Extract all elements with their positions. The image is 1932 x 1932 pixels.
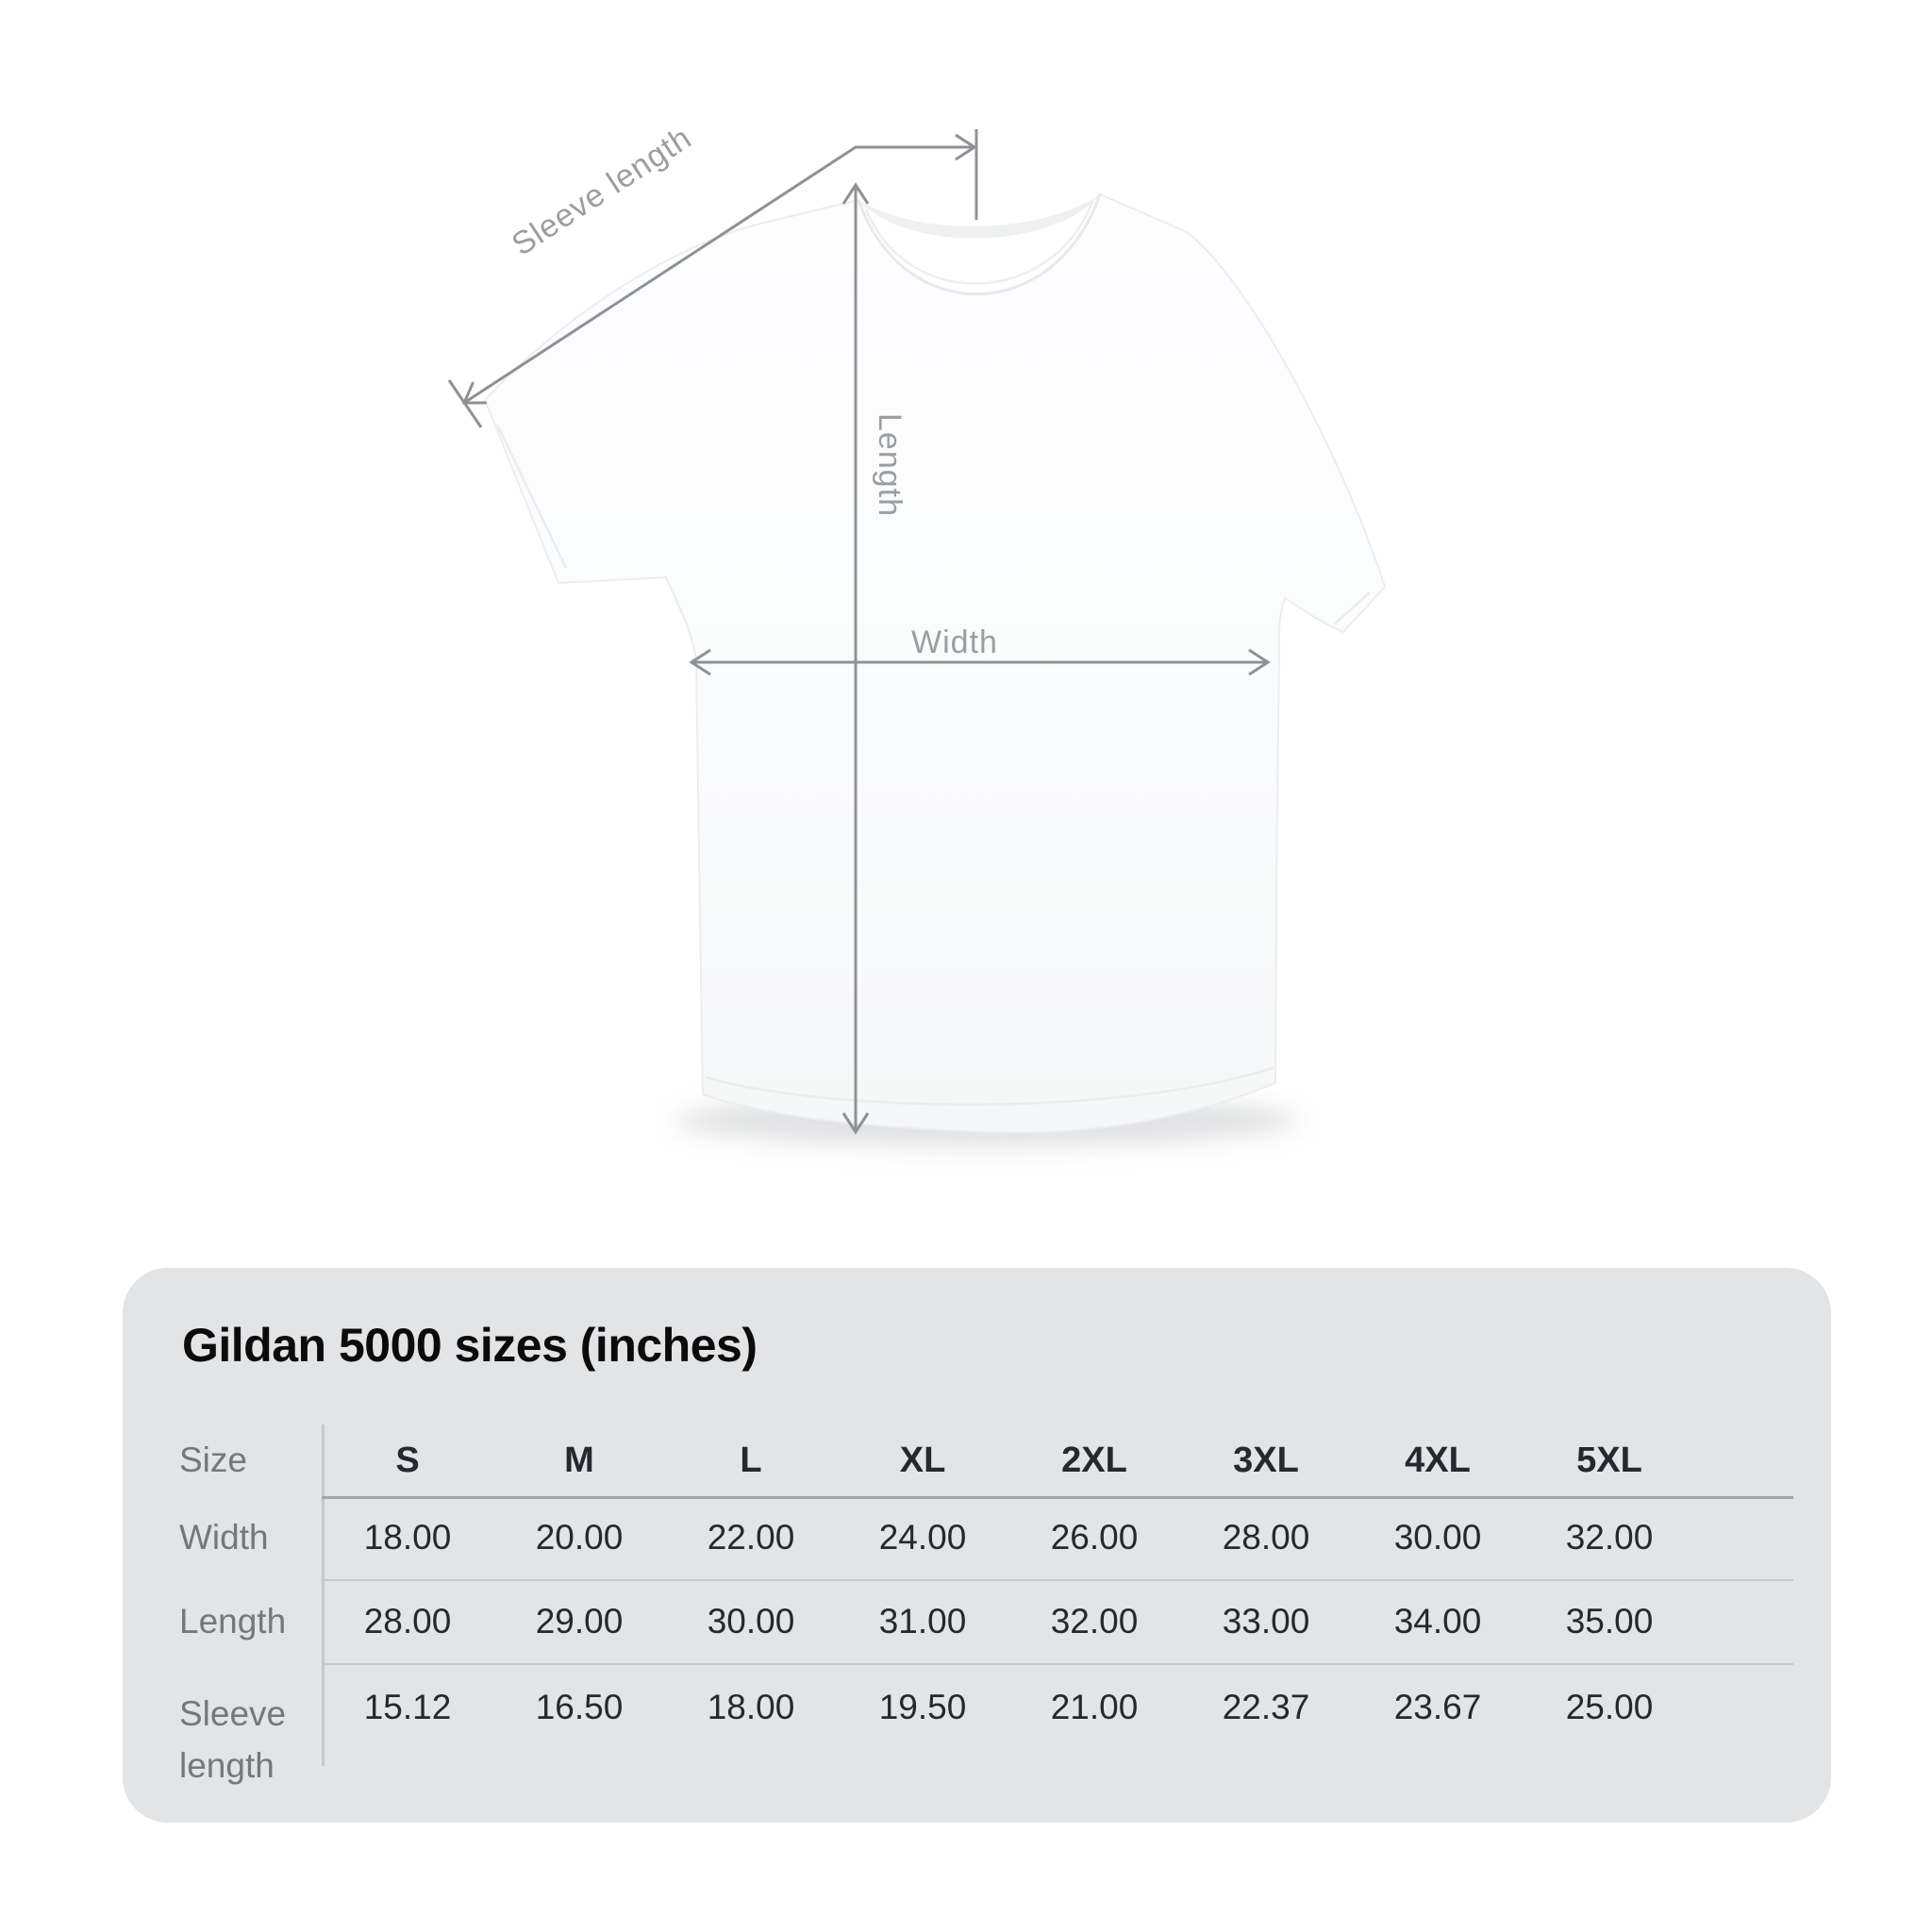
- width-value: 32.00: [1565, 1518, 1654, 1557]
- row-label-width: Width: [179, 1518, 269, 1557]
- size-column-header-4xl: 4XL: [1405, 1440, 1471, 1480]
- width-value: 28.00: [1222, 1518, 1310, 1557]
- sleeve-length-value: 15.12: [363, 1688, 452, 1726]
- length-value: 34.00: [1393, 1601, 1482, 1641]
- width-dimension-label: Width: [911, 625, 998, 660]
- width-value: 22.00: [707, 1518, 795, 1557]
- size-table: [123, 1424, 1695, 1809]
- length-value: 31.00: [878, 1601, 967, 1641]
- size-column-header-2xl: 2XL: [1061, 1440, 1127, 1480]
- row-label-length: Length: [179, 1601, 287, 1641]
- sleeve-end-tick: [449, 380, 481, 427]
- length-value: 35.00: [1565, 1601, 1654, 1641]
- size-chart-panel: [123, 1268, 1831, 1823]
- sleeve-length-value: 22.37: [1222, 1688, 1310, 1726]
- length-dimension-label: Length: [872, 413, 908, 517]
- length-value: 32.00: [1050, 1601, 1139, 1641]
- size-column-header-l: L: [740, 1440, 762, 1480]
- width-value: 20.00: [535, 1518, 624, 1557]
- row-label-sleeve-length: Sleeve length: [179, 1694, 287, 1785]
- size-column-header-m: M: [564, 1440, 594, 1480]
- length-value: 30.00: [707, 1601, 795, 1641]
- length-value: 33.00: [1222, 1601, 1310, 1641]
- length-value: 29.00: [535, 1601, 624, 1641]
- width-value: 18.00: [363, 1518, 452, 1557]
- width-value: 30.00: [1393, 1518, 1482, 1557]
- width-value: 26.00: [1050, 1518, 1139, 1557]
- collar-back-inside: [858, 194, 1100, 239]
- sleeve-length-value: 19.50: [878, 1688, 967, 1726]
- size-column-header-3xl: 3XL: [1233, 1440, 1299, 1480]
- length-value: 28.00: [363, 1601, 452, 1641]
- sleeve-length-value: 25.00: [1565, 1688, 1654, 1726]
- size-column-header-5xl: 5XL: [1576, 1440, 1642, 1480]
- sleeve-length-value: 16.50: [535, 1688, 624, 1726]
- width-value: 24.00: [878, 1518, 967, 1557]
- sleeve-length-value: 18.00: [707, 1688, 795, 1726]
- size-column-header-xl: XL: [899, 1440, 946, 1480]
- sleeve-length-dimension-label: Sleeve length: [505, 119, 699, 263]
- sleeve-length-value: 23.67: [1393, 1688, 1482, 1726]
- size-column-header-s: S: [395, 1440, 420, 1480]
- size-chart-title: Gildan 5000 sizes (inches): [182, 1319, 758, 1372]
- sleeve-length-value: 21.00: [1050, 1688, 1139, 1726]
- size-table-corner-header: Size: [179, 1441, 247, 1479]
